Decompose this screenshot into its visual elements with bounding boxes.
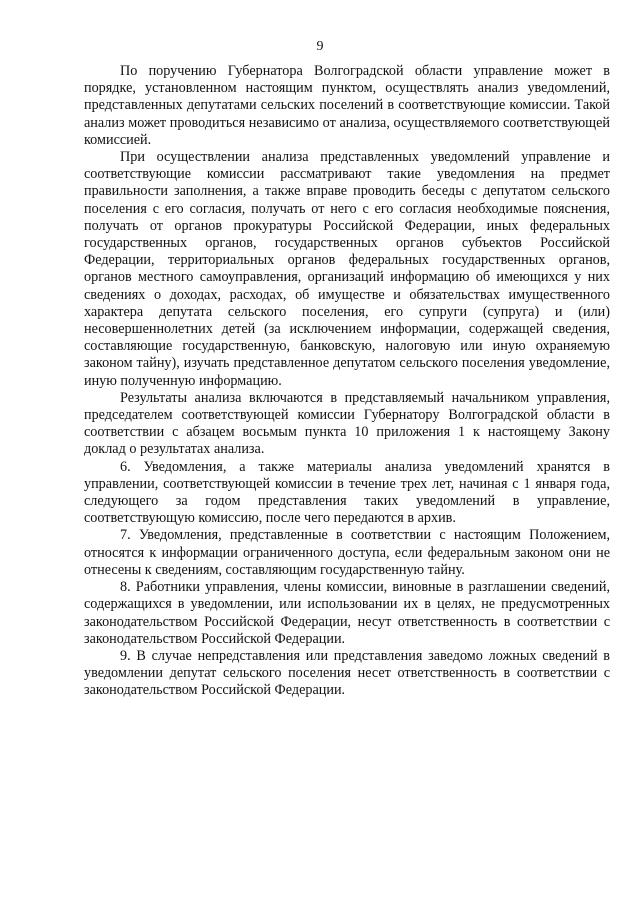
page-number: 9	[316, 39, 324, 54]
paragraph-analysis-procedure: При осуществлении анализа представленных уведомлений управление и соответствующие комиссии рассматривают такие уведомления на предмет правильности заполнения, а также вправе проводить беседы с депутатом сельского поселения с его согласия, получать от него с его согласия необходимые пояснения, получать от органов прокуратуры Российской Федерации, иных федеральных государственных органов, государственных органов субъектов Российской Федерации, территориальных органов федеральных государственных органов, органов местного самоуправления, организаций информацию об имеющихся у них сведениях о доходах, расходах, об имуществе и обязательствах имущественного характера депутата сельского поселения, его супруги (супруга) и (или) несовершеннолетних детей (за исключением информации, содержащей сведения, составляющие государственную, банковскую, налоговую или иную охраняемую законом тайну), изучать представленное депутатом сельского поселения уведомление, иную полученную информацию.	[84, 149, 610, 389]
paragraph-analysis-by-order: По поручению Губернатора Волгоградской области управление может в порядке, установленном настоящим пунктом, осуществлять анализ уведомлений, представленных депутатами сельских поселений в соответствующие комиссии. Такой анализ может проводиться независимо от анализа, осуществляемого соответствующей комиссией.	[84, 63, 610, 148]
paragraph-analysis-results: Результаты анализа включаются в представляемый начальником управления, председателем соответствующей комиссии Губернатору Волгоградской области в соответствии с абзацем восьмым пункта 10 приложения 1 к настоящему Закону доклад о результатах анализа.	[84, 389, 610, 458]
paragraph-item-6-storage: 6. Уведомления, а также материалы анализа уведомлений хранятся в управлении, соответствующей комиссии в течение трех лет, начиная с 1 января года, следующего за годом представления таких уведомлений в управление, соответствующую комиссию, после чего передаются в архив.	[84, 458, 610, 527]
paragraph-item-9-false-information: 9. В случае непредставления или представления заведомо ложных сведений в уведомлении депутат сельского поселения несет ответственность в соответствии с законодательством Российской Федерации.	[84, 647, 610, 699]
paragraph-item-7-restricted-access: 7. Уведомления, представленные в соответствии с настоящим Положением, относятся к информации ограниченного доступа, если федеральным законом они не отнесены к сведениям, составляющим государственную тайну.	[84, 527, 610, 578]
document-body	[84, 63, 610, 700]
paragraph-item-8-responsibility: 8. Работники управления, члены комиссии, виновные в разглашении сведений, содержащихся в уведомлении, или использовании их в целях, не предусмотренных законодательством Российской Федерации, несут ответственность в соответствии с законодательством Российской Федерации.	[84, 579, 610, 647]
